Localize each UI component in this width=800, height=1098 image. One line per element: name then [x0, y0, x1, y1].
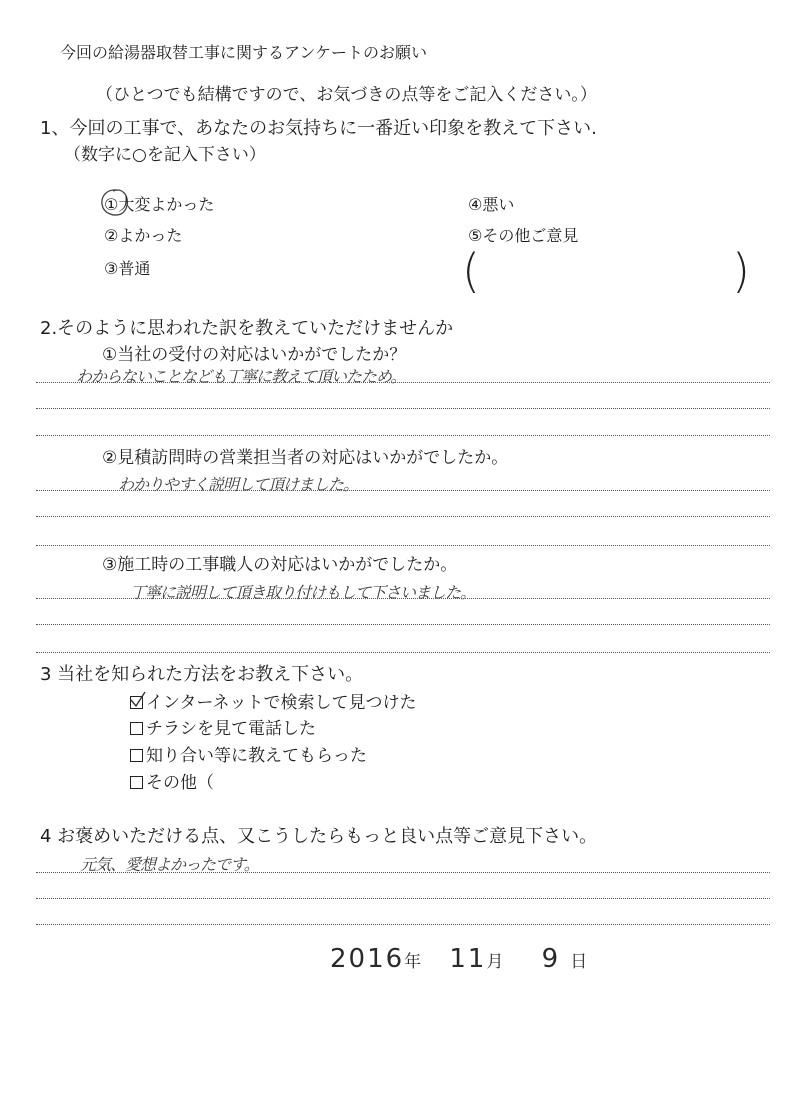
q3-option-label: インターネットで検索して見つけた	[146, 693, 417, 713]
q1-option-1[interactable]: ①大変よかった	[104, 195, 215, 214]
other-open-paren: (	[462, 244, 480, 298]
q2-sub2: ②見積訪問時の営業担当者の対応はいかがでしたか。	[102, 448, 509, 468]
q3-option-other[interactable]	[130, 768, 214, 793]
q1-option-2[interactable]: ②よかった	[104, 226, 183, 245]
q3-option-internet[interactable]	[130, 688, 416, 713]
date-day-label: 日	[570, 952, 588, 972]
q2-answer-1[interactable]: わからないことなども丁寧に教えて頂いたため。	[76, 367, 406, 386]
answer-line	[36, 624, 770, 625]
answer-line	[36, 516, 770, 517]
survey-title: 今回の給湯器取替工事に関するアンケートのお願い	[60, 43, 428, 62]
date-year[interactable]: 2016	[330, 944, 405, 974]
checkbox-checked[interactable]	[130, 696, 143, 709]
date-field	[330, 944, 587, 974]
survey-subtitle: （ひとつでも結構ですので、お気づきの点等をご記入ください。）	[96, 85, 597, 105]
answer-line	[36, 435, 770, 436]
answer-line	[36, 408, 770, 409]
answer-line	[36, 652, 770, 653]
q1-option-4[interactable]: ④悪い	[468, 195, 515, 214]
q2-answer-3[interactable]: 丁寧に説明して頂き取り付けもして下さいました。	[130, 583, 476, 602]
answer-line	[36, 490, 770, 491]
q2-sub1: ①当社の受付の対応はいかがでしたか？	[102, 345, 407, 365]
q3-option-label: チラシを見て電話した	[146, 719, 316, 739]
q4-answer[interactable]: 元気、愛想よかったです。	[80, 855, 259, 874]
answer-line	[36, 545, 770, 546]
q3-option-label: その他（	[146, 773, 214, 793]
answer-line	[36, 598, 770, 599]
answer-line	[36, 382, 770, 383]
check-mark-icon	[129, 691, 147, 709]
date-day[interactable]: 9	[541, 944, 561, 974]
q1-option-3[interactable]: ③普通	[104, 259, 151, 278]
answer-line	[36, 872, 770, 873]
q1-instruction: （数字に○を記入下さい）	[64, 145, 266, 165]
q2-sub3: ③施工時の工事職人の対応はいかがでしたか。	[102, 555, 458, 575]
q1-question: 1、今回の工事で、あなたのお気持ちに一番近い印象を教えて下さい.	[40, 118, 597, 139]
checkbox[interactable]	[130, 749, 143, 762]
q2-answer-2[interactable]: わかりやすく説明して頂けました。	[118, 475, 359, 494]
q2-question: 2.そのように思われた訳を教えていただけませんか	[40, 318, 454, 339]
q3-option-referral[interactable]	[130, 741, 367, 766]
date-month[interactable]: 11	[449, 944, 487, 974]
checkbox[interactable]	[130, 722, 143, 735]
answer-line	[36, 898, 770, 899]
checkbox[interactable]	[130, 776, 143, 789]
date-year-label: 年	[404, 952, 422, 972]
q3-option-label: 知り合い等に教えてもらった	[146, 746, 367, 766]
q1-option-5[interactable]: ⑤その他ご意見	[468, 226, 579, 245]
answer-line	[36, 924, 770, 925]
q3-question: 3 当社を知られた方法をお教え下さい。	[40, 664, 364, 685]
other-close-paren: )	[732, 244, 750, 298]
date-month-label: 月	[486, 952, 504, 972]
q4-question: 4 お褒めいただける点、又こうしたらもっと良い点等ご意見下さい。	[40, 826, 598, 847]
q3-option-flyer[interactable]	[130, 714, 316, 739]
